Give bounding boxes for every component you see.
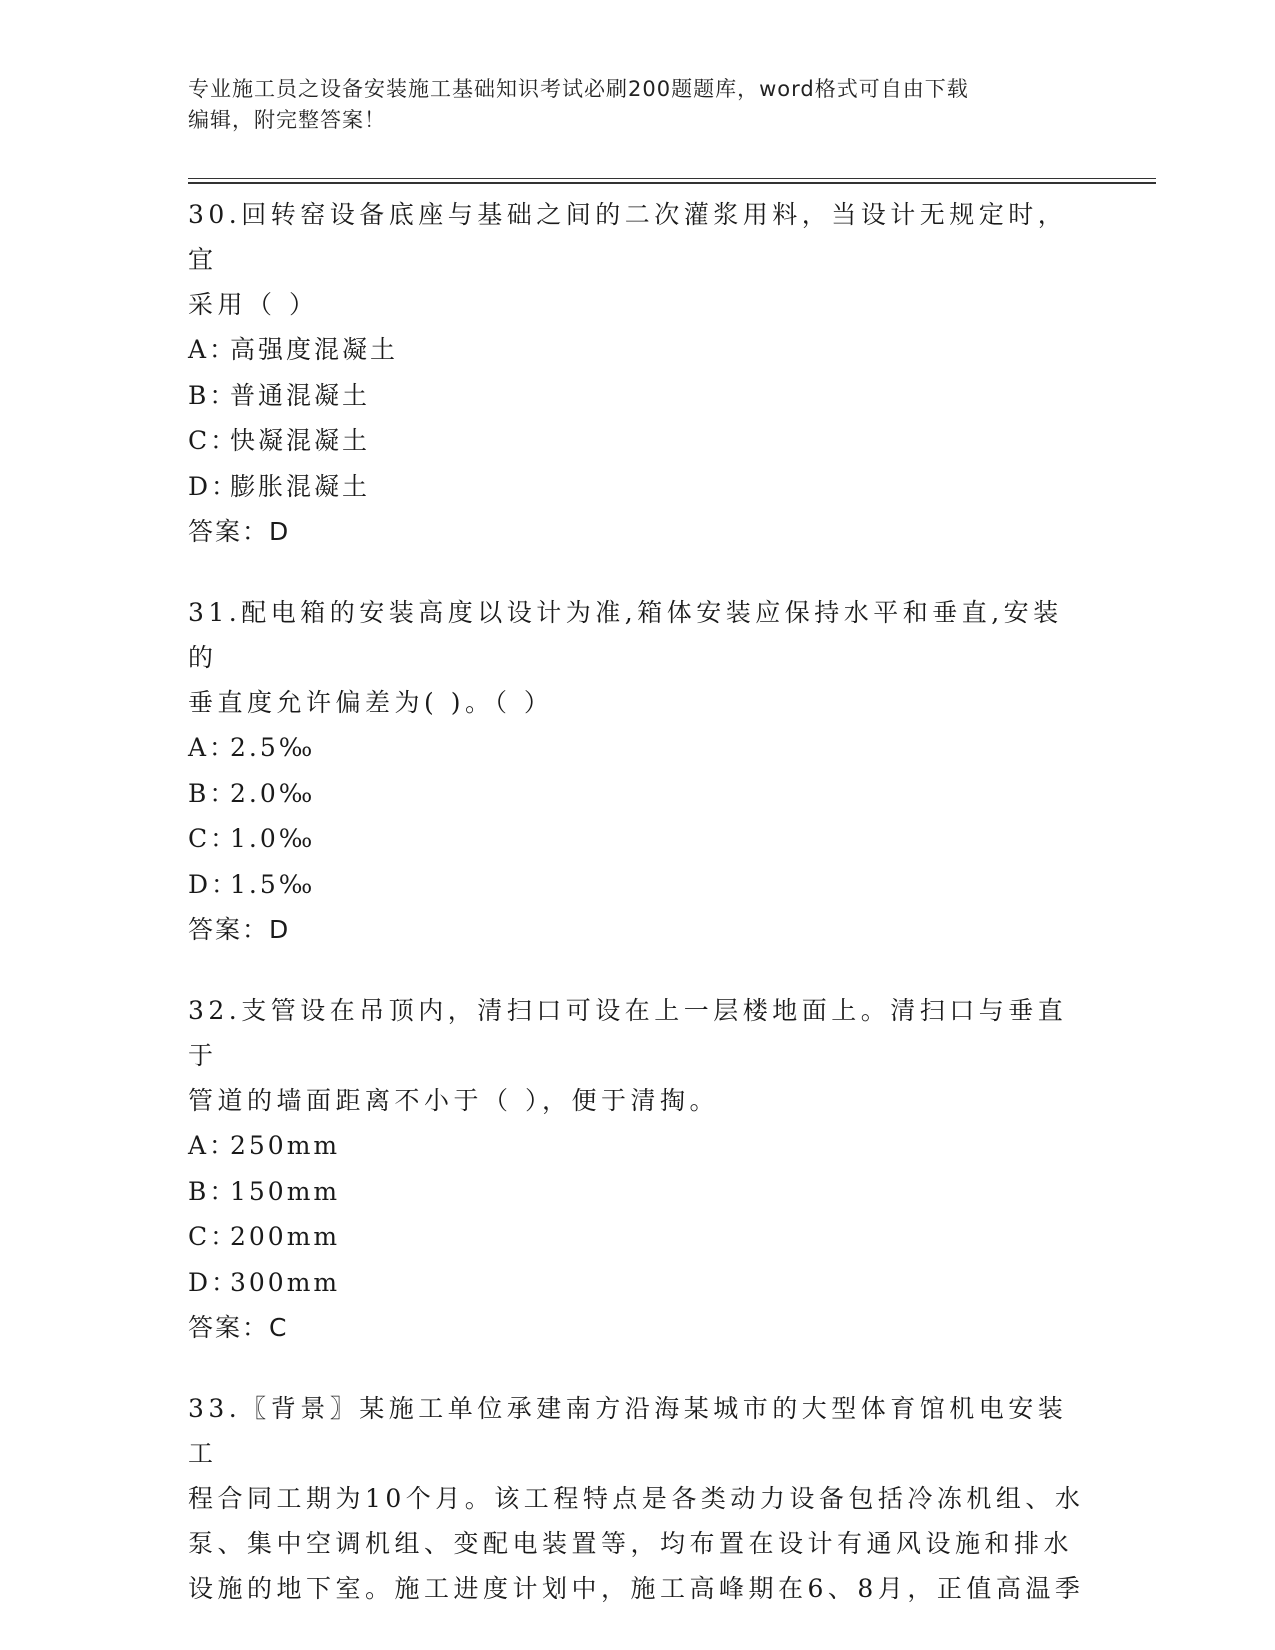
question-31	[188, 590, 1088, 953]
option-key: A：	[188, 335, 238, 364]
header-divider-thick	[188, 182, 1156, 184]
option-text: 200mm	[230, 1222, 341, 1251]
question-stem-line: 管道的墙面距离不小于（ ），便于清掏。	[188, 1086, 719, 1115]
question-stem-line: 33.〖背景〗某施工单位承建南方沿海某城市的大型体育馆机电安装工	[188, 1394, 1068, 1468]
option-key: D：	[188, 471, 240, 501]
option-text: 膨胀混凝土	[230, 471, 371, 501]
option-key: C：	[188, 824, 239, 853]
question-list	[188, 192, 1088, 1646]
question-stem-line: 31.配电箱的安装高度以设计为准,箱体安装应保持水平和垂直,安装的	[188, 598, 1063, 672]
option-text: 普通混凝土	[230, 380, 371, 410]
option-text: 1.5‰	[230, 869, 316, 899]
option-text: 快凝混凝土	[230, 426, 371, 455]
option-d	[188, 1260, 1088, 1306]
option-b	[188, 1169, 1088, 1215]
question-stem-line: 垂直度允许偏差为( )。（ ）	[188, 688, 554, 717]
header-line-1: 专业施工员之设备安装施工基础知识考试必刷200题题库，word格式可自由下载	[188, 77, 969, 101]
option-key: B：	[188, 778, 238, 808]
question-stem-line: 设施的地下室。施工进度计划中，施工高峰期在6、8月，正值高温季	[188, 1574, 1085, 1603]
option-a	[188, 1123, 1088, 1169]
option-text: 高强度混凝土	[230, 335, 399, 364]
question-32	[188, 988, 1088, 1351]
option-text: 150mm	[230, 1176, 341, 1206]
option-a	[188, 725, 1088, 771]
option-key: D：	[188, 1267, 240, 1297]
option-c	[188, 418, 1088, 464]
option-text: 2.0‰	[230, 778, 316, 808]
option-b	[188, 373, 1088, 419]
option-key: B：	[188, 380, 238, 410]
question-stem-line: 程合同工期为10个月。该工程特点是各类动力设备包括冷冻机组、水	[188, 1484, 1085, 1513]
option-key: A：	[188, 1131, 238, 1160]
document-header	[188, 74, 1068, 136]
option-text: 2.5‰	[230, 733, 316, 762]
header-divider-thin	[188, 178, 1156, 179]
option-c	[188, 1214, 1088, 1260]
option-key: A：	[188, 733, 238, 762]
answer: 答案：D	[188, 915, 291, 944]
question-stem-line: 泵、集中空调机组、变配电装置等，均布置在设计有通风设施和排水	[188, 1529, 1074, 1558]
option-c	[188, 816, 1088, 862]
option-b	[188, 771, 1088, 817]
option-d	[188, 464, 1088, 510]
option-d	[188, 862, 1088, 908]
question-stem-line: 30.回转窑设备底座与基础之间的二次灌浆用料，当设计无规定时，宜	[188, 200, 1068, 274]
option-key: C：	[188, 426, 239, 455]
option-text: 250mm	[230, 1131, 341, 1160]
question-stem-line: 采用（ ）	[188, 290, 319, 319]
option-key: B：	[188, 1176, 238, 1206]
answer: 答案：C	[188, 1313, 289, 1342]
option-text: 300mm	[230, 1267, 341, 1297]
option-key: C：	[188, 1222, 239, 1251]
question-33	[188, 1386, 1088, 1611]
question-30	[188, 192, 1088, 555]
option-a	[188, 327, 1088, 373]
header-line-2: 编辑，附完整答案！	[188, 108, 386, 132]
option-text: 1.0‰	[230, 824, 316, 853]
answer: 答案：D	[188, 517, 291, 546]
option-key: D：	[188, 869, 240, 899]
question-stem-line: 32.支管设在吊顶内，清扫口可设在上一层楼地面上。清扫口与垂直于	[188, 996, 1068, 1070]
